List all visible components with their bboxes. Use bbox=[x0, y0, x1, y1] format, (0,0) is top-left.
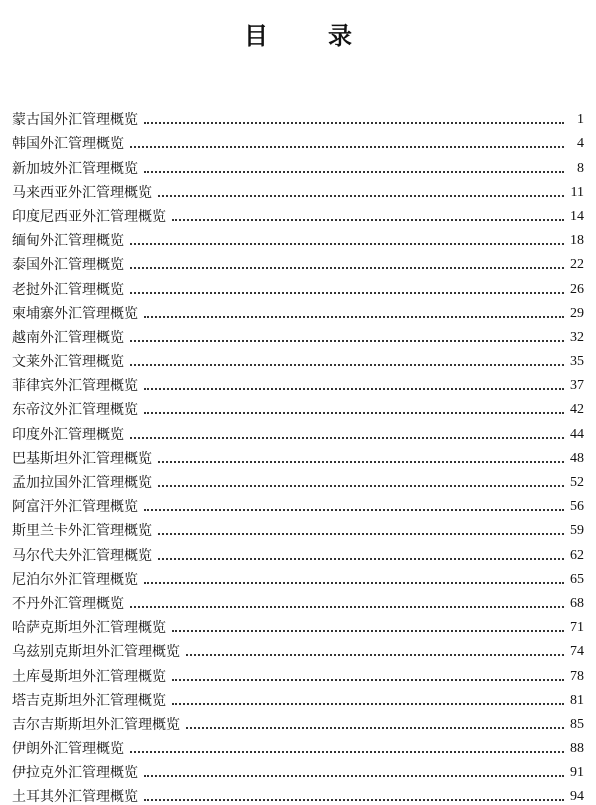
toc-entry-title: 孟加拉国外汇管理概览 bbox=[12, 475, 152, 491]
toc-entry-title: 越南外汇管理概览 bbox=[12, 329, 124, 346]
toc-dot-leader bbox=[130, 145, 564, 148]
toc-dot-leader bbox=[144, 411, 564, 414]
toc-entry-title: 老挝外汇管理概览 bbox=[12, 281, 124, 298]
toc-entry-title: 吉尔吉斯斯坦外汇管理概览 bbox=[12, 716, 180, 733]
toc-entry-title: 马尔代夫外汇管理概览 bbox=[12, 547, 152, 564]
toc-entry[interactable] bbox=[12, 708, 584, 732]
toc-dot-leader bbox=[130, 363, 564, 366]
toc-entry-title: 哈萨克斯坦外汇管理概览 bbox=[12, 620, 166, 637]
toc-entry-page-number: 59 bbox=[570, 523, 584, 539]
toc-entry-title: 泰国外汇管理概览 bbox=[12, 257, 124, 274]
toc-entry-page-number: 22 bbox=[570, 257, 584, 273]
toc-entry-page-number: 52 bbox=[570, 475, 584, 490]
toc-entry[interactable] bbox=[12, 442, 584, 466]
toc-dot-leader bbox=[144, 798, 564, 801]
toc-dot-leader bbox=[130, 339, 564, 342]
toc-entry-title: 马来西亚外汇管理概览 bbox=[12, 184, 152, 201]
toc-entry-title: 韩国外汇管理概览 bbox=[12, 136, 124, 153]
toc-entry-page-number: 71 bbox=[570, 620, 584, 636]
title-char-1: 目 bbox=[244, 21, 268, 50]
toc-entry-page-number: 88 bbox=[570, 741, 584, 757]
toc-dot-leader bbox=[130, 242, 564, 245]
toc-entry[interactable] bbox=[12, 248, 584, 272]
toc-entry-page-number: 26 bbox=[570, 281, 584, 297]
toc-entry-page-number: 68 bbox=[570, 595, 584, 611]
toc-entry[interactable] bbox=[12, 514, 584, 538]
toc-entry-title: 缅甸外汇管理概览 bbox=[12, 233, 124, 250]
toc-entry-title: 蒙古国外汇管理概览 bbox=[12, 112, 138, 129]
toc-entry-title: 伊朗外汇管理概览 bbox=[12, 741, 124, 758]
toc-dot-leader bbox=[130, 266, 564, 269]
toc-entry-title: 新加坡外汇管理概览 bbox=[12, 160, 138, 177]
toc-entry-title: 阿富汗外汇管理概览 bbox=[12, 499, 138, 516]
toc-entry-page-number: 78 bbox=[570, 668, 584, 684]
toc-entry-title: 文莱外汇管理概览 bbox=[12, 354, 124, 371]
toc-dot-leader bbox=[158, 532, 564, 535]
toc-entry[interactable] bbox=[12, 345, 584, 369]
toc-entry[interactable] bbox=[12, 611, 584, 635]
toc-entry[interactable] bbox=[12, 200, 584, 224]
toc-entry-page-number: 35 bbox=[570, 354, 584, 370]
toc-entry-title: 印度外汇管理概览 bbox=[12, 426, 124, 443]
toc-entry[interactable] bbox=[12, 635, 584, 659]
toc-entry[interactable] bbox=[12, 466, 584, 490]
toc-entry-title: 塔吉克斯坦外汇管理概览 bbox=[12, 692, 166, 709]
toc-dot-leader bbox=[130, 605, 564, 608]
toc-entry-title: 伊拉克外汇管理概览 bbox=[12, 765, 138, 782]
toc-entry-page-number: 91 bbox=[570, 765, 584, 781]
toc-entry[interactable] bbox=[12, 684, 584, 708]
toc-dot-leader bbox=[186, 726, 564, 729]
toc-entry[interactable] bbox=[12, 297, 584, 321]
toc-dot-leader bbox=[144, 315, 564, 318]
toc-entry-page-number: 37 bbox=[570, 378, 584, 394]
toc-dot-leader bbox=[172, 629, 564, 632]
toc-entry[interactable] bbox=[12, 538, 584, 562]
toc-entry-page-number: 29 bbox=[570, 305, 584, 321]
toc-dot-leader bbox=[158, 557, 564, 560]
toc-dot-leader bbox=[144, 387, 564, 390]
toc-dot-leader bbox=[158, 194, 564, 197]
toc-entry-page-number: 14 bbox=[570, 208, 584, 224]
toc-entry[interactable] bbox=[12, 272, 584, 296]
toc-entry-page-number: 42 bbox=[570, 402, 584, 418]
toc-entry[interactable] bbox=[12, 587, 584, 611]
toc-dot-leader bbox=[186, 653, 564, 656]
toc-dot-leader bbox=[144, 581, 564, 584]
toc-entry-page-number: 94 bbox=[570, 789, 584, 805]
table-of-contents bbox=[12, 103, 584, 804]
toc-entry-title: 巴基斯坦外汇管理概览 bbox=[12, 450, 152, 467]
toc-entry-page-number: 1 bbox=[577, 112, 584, 128]
toc-entry-title: 尼泊尔外汇管理概览 bbox=[12, 571, 138, 588]
toc-entry-page-number: 56 bbox=[570, 499, 584, 515]
toc-entry-page-number: 8 bbox=[577, 160, 584, 176]
toc-entry-page-number: 74 bbox=[570, 644, 584, 660]
toc-entry[interactable] bbox=[12, 780, 584, 804]
toc-entry[interactable] bbox=[12, 151, 584, 175]
toc-entry-page-number: 48 bbox=[570, 450, 584, 466]
toc-entry[interactable] bbox=[12, 369, 584, 393]
toc-entry-title: 东帝汶外汇管理概览 bbox=[12, 402, 138, 419]
toc-entry[interactable] bbox=[12, 103, 584, 127]
toc-entry-page-number: 85 bbox=[570, 716, 584, 732]
toc-entry-title: 菲律宾外汇管理概览 bbox=[12, 378, 138, 395]
toc-entry-title: 不丹外汇管理概览 bbox=[12, 595, 124, 612]
toc-entry-page-number: 4 bbox=[577, 136, 584, 152]
toc-entry-title: 柬埔寨外汇管理概览 bbox=[12, 305, 138, 322]
toc-entry[interactable] bbox=[12, 127, 584, 151]
toc-entry[interactable] bbox=[12, 321, 584, 345]
toc-entry[interactable] bbox=[12, 659, 584, 683]
toc-dot-leader bbox=[172, 678, 564, 681]
toc-entry-page-number: 11 bbox=[570, 184, 584, 200]
toc-entry-title: 土库曼斯坦外汇管理概览 bbox=[12, 668, 166, 685]
toc-dot-leader bbox=[144, 508, 564, 511]
toc-entry-title: 乌兹别克斯坦外汇管理概览 bbox=[12, 644, 180, 661]
toc-dot-leader bbox=[172, 218, 564, 221]
toc-entry-title: 印度尼西亚外汇管理概览 bbox=[12, 208, 166, 225]
toc-dot-leader bbox=[130, 750, 564, 753]
toc-dot-leader bbox=[130, 291, 564, 294]
toc-dot-leader bbox=[144, 774, 564, 777]
toc-entry-page-number: 81 bbox=[570, 692, 584, 708]
toc-entry[interactable] bbox=[12, 393, 584, 417]
toc-entry[interactable] bbox=[12, 417, 584, 441]
toc-entry[interactable] bbox=[12, 224, 584, 248]
toc-entry[interactable] bbox=[12, 563, 584, 587]
toc-entry-page-number: 62 bbox=[570, 547, 584, 563]
title-char-2: 录 bbox=[328, 21, 352, 50]
toc-entry[interactable] bbox=[12, 176, 584, 200]
toc-entry-title: 斯里兰卡外汇管理概览 bbox=[12, 523, 152, 540]
toc-dot-leader bbox=[144, 170, 564, 173]
toc-entry-page-number: 32 bbox=[570, 329, 584, 345]
toc-entry-page-number: 44 bbox=[570, 426, 584, 442]
page-title bbox=[0, 16, 596, 51]
toc-dot-leader bbox=[172, 702, 564, 705]
toc-entry-page-number: 65 bbox=[570, 571, 584, 587]
toc-dot-leader bbox=[158, 484, 564, 487]
toc-entry[interactable] bbox=[12, 490, 584, 514]
toc-entry[interactable] bbox=[12, 732, 584, 756]
toc-entry-page-number: 18 bbox=[570, 233, 584, 249]
toc-dot-leader bbox=[130, 436, 564, 439]
toc-entry-title: 土耳其外汇管理概览 bbox=[12, 789, 138, 805]
toc-dot-leader bbox=[144, 121, 564, 124]
toc-entry[interactable] bbox=[12, 756, 584, 780]
toc-dot-leader bbox=[158, 460, 564, 463]
